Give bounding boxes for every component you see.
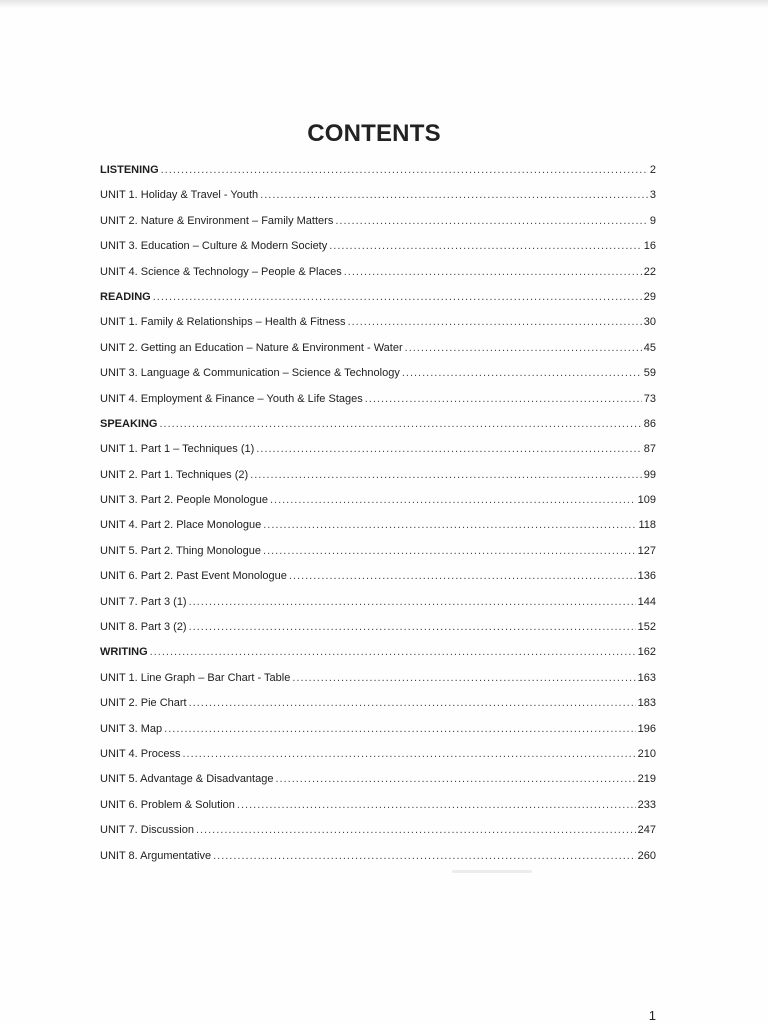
toc-entry [100,183,656,208]
toc-entry [100,387,656,412]
toc-entry-label: UNIT 8. Part 3 (2) [100,621,187,634]
toc-entry-page: 210 [637,747,656,760]
toc-leader-dots [189,691,636,716]
toc-entry [100,666,656,691]
toc-leader-dots [189,590,636,615]
toc-entry-page: 136 [637,570,656,583]
toc-entry-page: 196 [637,722,656,735]
scan-smudge [452,870,532,873]
toc-entry-label: UNIT 2. Nature & Environment – Family Matters [100,214,334,227]
toc-entry-page: 22 [643,265,656,278]
toc-leader-dots [161,158,648,183]
toc-leader-dots [153,285,642,310]
toc-entry [100,437,656,462]
table-of-contents [100,158,656,869]
toc-entry-page: 152 [637,621,656,634]
toc-entry-page: 16 [643,240,656,253]
toc-entry-label: UNIT 7. Discussion [100,824,194,837]
toc-entry [100,513,656,538]
toc-leader-dots [263,513,636,538]
toc-entry-page: 86 [643,417,656,430]
toc-entry [100,361,656,386]
toc-entry-page: 162 [637,646,656,659]
toc-entry [100,310,656,335]
toc-leader-dots [250,463,642,488]
toc-entry-label: UNIT 1. Line Graph – Bar Chart - Table [100,671,291,684]
toc-leader-dots [329,234,642,259]
toc-entry-label: UNIT 4. Science & Technology – People & Places [100,265,342,278]
toc-entry [100,818,656,843]
toc-entry-page: 144 [637,595,656,608]
toc-section-heading [100,285,656,310]
toc-entry-label: READING [100,290,151,303]
toc-entry [100,234,656,259]
toc-leader-dots [405,336,642,361]
toc-entry-page: 29 [643,290,656,303]
toc-entry-page: 118 [638,519,656,532]
toc-entry-label: UNIT 2. Part 1. Techniques (2) [100,468,249,481]
toc-entry [100,463,656,488]
toc-entry-label: UNIT 3. Map [100,722,163,735]
toc-entry-page: 30 [643,316,656,329]
page-number: 1 [648,1008,656,1023]
toc-entry [100,336,656,361]
toc-leader-dots [150,640,636,665]
toc-entry [100,539,656,564]
toc-entry-page: 45 [643,341,656,354]
toc-entry-label: WRITING [100,646,148,659]
toc-entry-label: UNIT 6. Part 2. Past Event Monologue [100,570,287,583]
toc-entry-label: SPEAKING [100,417,158,430]
toc-entry [100,767,656,792]
toc-entry-label: UNIT 1. Holiday & Travel - Youth [100,189,259,202]
toc-entry [100,260,656,285]
toc-entry [100,742,656,767]
toc-entry-label: UNIT 7. Part 3 (1) [100,595,187,608]
toc-entry-label: UNIT 2. Pie Chart [100,697,187,710]
toc-entry [100,691,656,716]
toc-entry-label: UNIT 3. Education – Culture & Modern Society [100,240,328,253]
toc-section-heading [100,158,656,183]
toc-entry-page: 127 [637,544,656,557]
toc-entry-label: UNIT 4. Process [100,747,181,760]
toc-leader-dots [270,488,636,513]
toc-entry-label: UNIT 6. Problem & Solution [100,798,235,811]
toc-leader-dots [289,564,636,589]
toc-leader-dots [263,539,636,564]
toc-leader-dots [183,742,636,767]
toc-leader-dots [260,183,648,208]
toc-leader-dots [365,387,642,412]
toc-entry-page: 233 [637,798,656,811]
toc-entry-label: LISTENING [100,164,159,176]
toc-entry [100,793,656,818]
toc-section-heading [100,412,656,437]
toc-entry [100,844,656,869]
toc-entry [100,564,656,589]
toc-leader-dots [292,666,635,691]
toc-entry [100,590,656,615]
page-title: CONTENTS [307,120,441,147]
toc-leader-dots [335,209,648,234]
toc-entry [100,209,656,234]
toc-entry-page: 260 [637,849,656,862]
toc-entry-label: UNIT 5. Part 2. Thing Monologue [100,544,262,557]
toc-entry-label: UNIT 4. Employment & Finance – Youth & Life Stages [100,392,363,405]
toc-entry-page: 73 [643,392,656,405]
toc-entry-page: 87 [643,443,656,456]
toc-leader-dots [213,844,636,869]
toc-entry-label: UNIT 3. Language & Communication – Science & Technology [100,367,400,380]
toc-entry [100,615,656,640]
toc-entry-page: 183 [637,697,656,710]
toc-entry-label: UNIT 4. Part 2. Place Monologue [100,519,262,532]
toc-entry-page: 247 [637,824,656,837]
toc-entry-page: 109 [637,494,656,507]
toc-entry-page: 163 [637,671,656,684]
toc-leader-dots [189,615,636,640]
toc-leader-dots [275,767,635,792]
toc-entry-page: 3 [649,189,656,202]
toc-leader-dots [256,437,641,462]
toc-leader-dots [344,260,642,285]
toc-leader-dots [196,818,636,843]
toc-entry-page: 59 [643,367,656,380]
toc-entry-label: UNIT 8. Argumentative [100,849,212,862]
toc-leader-dots [164,717,635,742]
toc-entry [100,488,656,513]
scan-top-edge [0,0,768,8]
toc-entry-label: UNIT 2. Getting an Education – Nature & Environment - Water [100,341,403,354]
toc-entry-page: 9 [649,214,656,227]
toc-leader-dots [237,793,636,818]
toc-entry-page: 219 [637,773,656,786]
toc-leader-dots [402,361,642,386]
toc-entry-label: UNIT 1. Part 1 – Techniques (1) [100,443,255,456]
toc-entry-label: UNIT 1. Family & Relationships – Health & Fitness [100,316,346,329]
toc-entry-label: UNIT 3. Part 2. People Monologue [100,494,268,507]
toc-entry-label: UNIT 5. Advantage & Disadvantage [100,773,274,786]
toc-leader-dots [348,310,642,335]
toc-entry-page: 99 [643,468,656,481]
toc-entry-page: 2 [649,164,656,176]
toc-leader-dots [159,412,641,437]
toc-section-heading [100,640,656,665]
toc-entry [100,717,656,742]
